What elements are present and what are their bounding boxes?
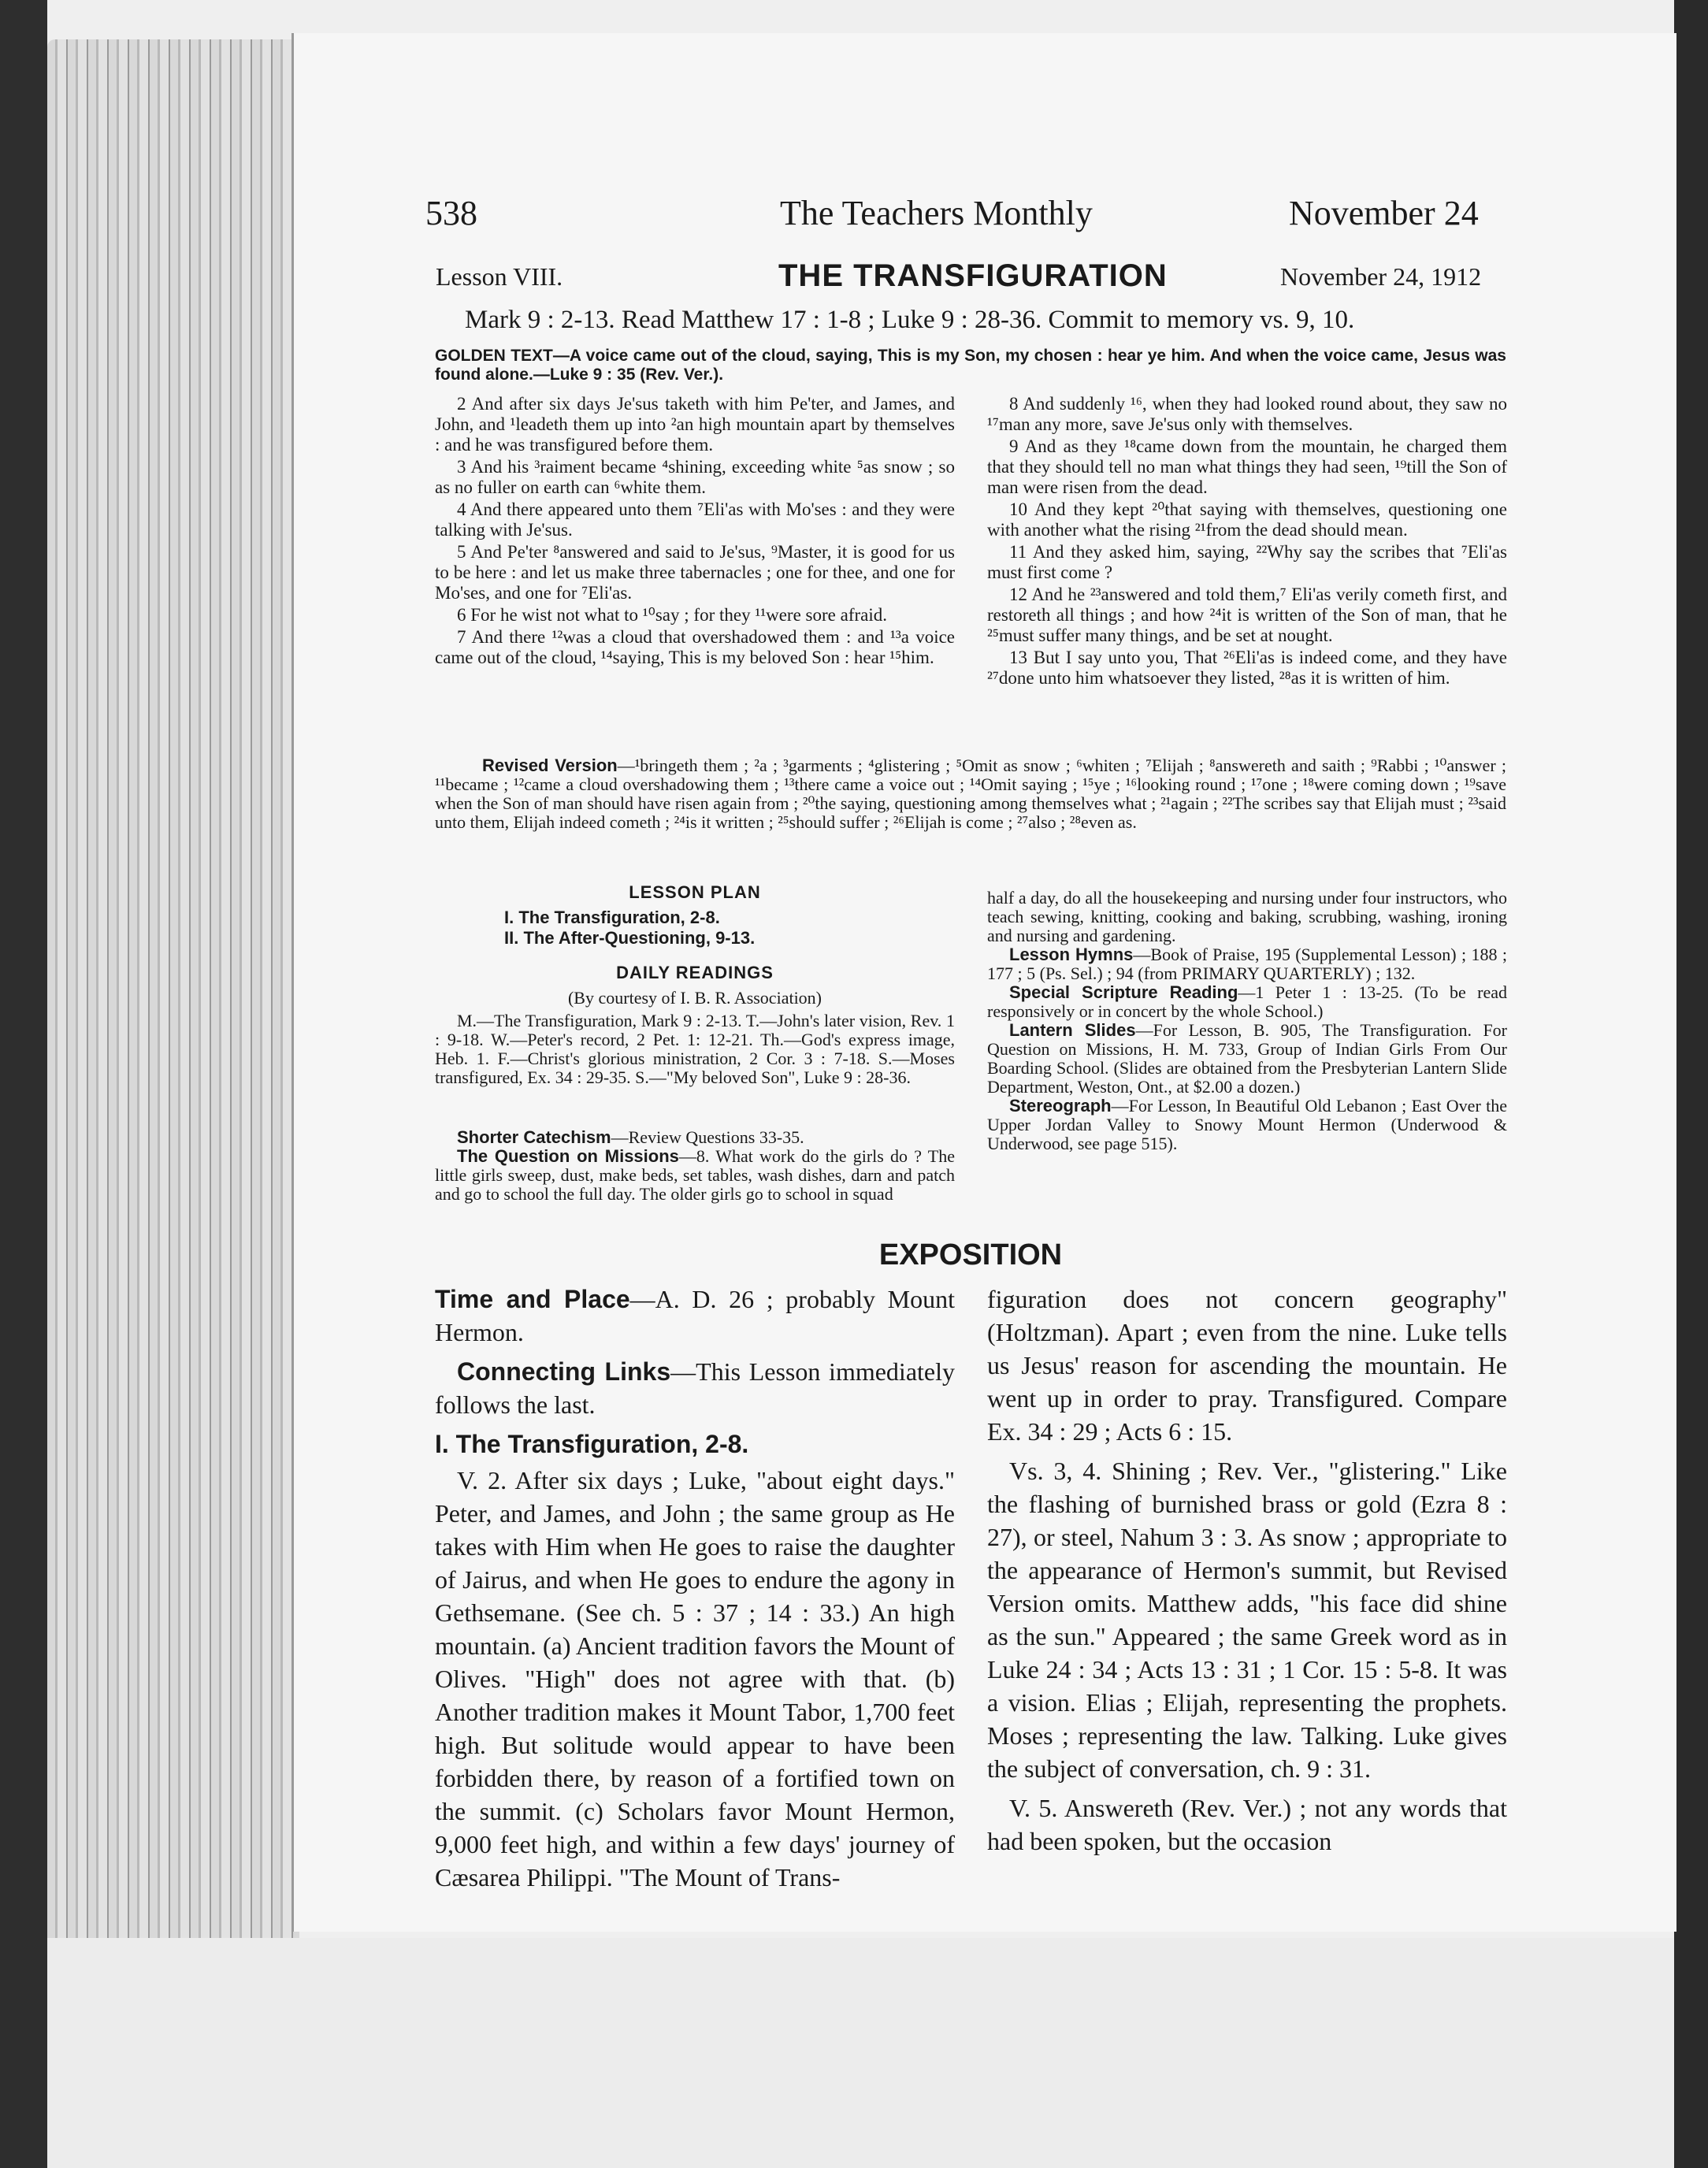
- revised-version-label: Revised Version: [482, 755, 618, 775]
- running-title: The Teachers Monthly: [780, 194, 1093, 232]
- special-reading-label: Special Scripture Reading: [1009, 982, 1238, 1002]
- lesson-plan-list: [504, 908, 755, 948]
- missions-continued: half a day, do all the housekeeping and nursing under four instructors, who teach sewing, knitting, cooking and baking, scrubbing, washing, ironing and nursing and gardening.: [987, 888, 1507, 945]
- lesson-plan-heading: LESSON PLAN: [629, 882, 761, 902]
- verse: 3 And his ³raiment became ⁴shining, exceeding white ⁵as snow ; so as no fuller on earth can ⁶white them.: [435, 457, 955, 497]
- commentary-v2: V. 2. After six days ; Luke, "about eight days." Peter, and James, and John ; the same group as He takes with Him when He goes to raise the daughter of Jairus, and when He goes to endure the agony in Gethsemane. (See ch. 5 : 37 ; 14 : 33.) An high mountain. (a) Ancient tradition favors the Mount of Olives. "High" does not agree with that. (b) Another tradition makes it Mount Tabor, 1,700 feet high. But solitude would appear to have been forbidden there, by reason of a fortified town on the summit. (c) Scholars favor Mount Hermon, 9,000 feet high, and within a few days' journey of Cæsarea Philippi. "The Mount of Trans-: [435, 1466, 955, 1891]
- connecting-links-label: Connecting Links: [457, 1357, 671, 1386]
- revised-version-text: —¹bringeth them ; ²a ; ³garments ; ⁴glistering ; ⁵Omit as snow ; ⁶whiten ; ⁷Elijah ; ⁸answereth and saith ; ⁹Rabbi ; ¹⁰answer ; ¹¹became ; ¹²came a cloud overshadowing them ; ¹³there came a voice out ; ¹⁴Omit saying ; ¹⁵ye ; ¹⁶looking round ; ¹⁷one ; ¹⁸were coming down ; ¹⁹save when the Son of man should have risen again from ; ²⁰the saying, questioning among themselves what ; ²¹again ; ²²The scribes say that Elijah must ; ²³said unto them, Elijah indeed cometh ; ²⁴is it written ; ²⁵should suffer ; ²⁶Elijah is come ; ²⁷also ; ²⁸even as.: [435, 755, 1506, 832]
- special-reading-text: —1 Peter 1 : 13-25. (To be read responsively or in concert by the whole School.): [987, 982, 1507, 1021]
- missions-label: The Question on Missions: [457, 1146, 679, 1166]
- revised-version-notes: [435, 756, 1506, 832]
- scripture-reference: Mark 9 : 2-13. Read Matthew 17 : 1-8 ; Luke 9 : 28-36. Commit to memory vs. 9, 10.: [465, 306, 1355, 334]
- hymns-text: —Book of Praise, 195 (Supplemental Lesson) ; 188 ; 177 ; 5 (Ps. Sel.) ; 94 (from PRIMARY QUARTERLY) ; 132.: [987, 945, 1507, 983]
- verse: 4 And there appeared unto them ⁷Eli'as with Mo'ses : and they were talking with Je'sus.: [435, 499, 955, 540]
- golden-text-body: —A voice came out of the cloud, saying, This is my Son, my chosen : hear ye him. And when the voice came, Jesus was found alone.—Luke 9 : 35 (Rev. Ver.).: [435, 347, 1506, 384]
- daily-readings-courtesy: (By courtesy of I. B. R. Association): [567, 988, 822, 1008]
- lesson-plan-item: II. The After-Questioning, 9-13.: [504, 928, 756, 948]
- golden-text-label: GOLDEN TEXT: [435, 347, 553, 365]
- verses-right-column: [987, 394, 1507, 690]
- verse: 13 But I say unto you, That ²⁶Eli'as is indeed come, and they have ²⁷done unto him whatsoever they listed, ²⁸as it is written of him.: [987, 648, 1507, 688]
- verse: 11 And they asked him, saying, ²²Why say the scribes that ⁷Eli'as must first come ?: [987, 542, 1507, 582]
- lantern-label: Lantern Slides: [1009, 1020, 1136, 1040]
- connecting-links-text: —This Lesson immediately follows the last.: [435, 1357, 956, 1419]
- verse: 2 And after six days Je'sus taketh with him Pe'ter, and James, and John, and ¹leadeth them up into ²an high mountain apart by themselves : and he was transfigured before them.: [435, 394, 955, 455]
- stereograph-text: —For Lesson, In Beautiful Old Lebanon ; East Over the Upper Jordan Valley to Snowy Mount Hermon (Underwood & Underwood, see page 515).: [987, 1096, 1507, 1153]
- lesson-number: Lesson VIII.: [436, 262, 563, 291]
- verse: 12 And he ²³answered and told them,⁷ Eli'as verily cometh first, and restoreth all things ; and how ²⁴it is written of the Son of man, that he ²⁵must suffer many things, and be set at nought.: [987, 585, 1507, 645]
- daily-readings-text: M.—The Transfiguration, Mark 9 : 2-13. T.—John's later vision, Rev. 1 : 9-18. W.—Peter's record, 2 Pet. 1: 12-21. Th.—God's express image, Heb. 1. F.—Christ's glorious ministration, 2 Cor. 3 : 7-18. S.—Moses transfigured, Ex. 34 : 29-35. S.—"My beloved Son", Luke 9 : 28-36.: [435, 1011, 955, 1087]
- verses-left-column: [435, 394, 955, 670]
- verse: 5 And Pe'ter ⁸answered and said to Je'sus, ⁹Master, it is good for us to be here : and let us make three tabernacles ; one for thee, and one for Mo'ses, and one for ⁷Eli'as.: [435, 542, 955, 603]
- exposition-left-column: [435, 1283, 955, 1900]
- book-binding-left: [0, 0, 47, 2168]
- page-number: 538: [425, 194, 477, 232]
- lantern-text: —For Lesson, B. 905, The Transfiguration. For Question on Missions, H. M. 733, Group of Indian Girls From Our Boarding School. (Slides are obtained from the Presbyterian Lantern Slide Department, Weston, Ont., at $2.00 a dozen.): [987, 1020, 1508, 1097]
- stereograph-label: Stereograph: [1009, 1096, 1112, 1116]
- lesson-date: November 24, 1912: [1280, 262, 1482, 291]
- exposition-right-column: [987, 1283, 1507, 1864]
- book-binding-right: [1674, 0, 1708, 2168]
- catechism-missions: [435, 1128, 955, 1204]
- missions-text: —8. What work do the girls do ? The little girls sweep, dust, make beds, set tables, wash dishes, darn and patch and go to school the full day. The older girls go to school in squad: [435, 1146, 955, 1204]
- commentary-vs34: Vs. 3, 4. Shining ; Rev. Ver., "glistering." Like the flashing of burnished brass or gold (Ezra 8 : 27), or steel, Nahum 3 : 3. As snow ; appropriate to the appearance of Hermon's summit, but Revised Version omits. Matthew adds, "his face did shine as the sun." Appeared ; the same Greek word as in Luke 24 : 34 ; Acts 13 : 31 ; 1 Cor. 15 : 5-8. It was a vision. Elias ; Elijah, representing the prophets. Moses ; representing the law. Talking. Luke gives the subject of conversation, ch. 9 : 31.: [987, 1457, 1507, 1783]
- lesson-resources: [987, 889, 1507, 1153]
- verse: 7 And there ¹²was a cloud that overshadowed them : and ¹³a voice came out of the cloud, ¹⁴saying, This is my beloved Son : hear ¹⁵him.: [435, 627, 955, 667]
- section-heading: I. The Transfiguration, 2-8.: [435, 1430, 749, 1458]
- catechism-text: —Review Questions 33-35.: [611, 1127, 804, 1147]
- time-place-label: Time and Place: [435, 1285, 630, 1313]
- golden-text: [435, 347, 1506, 384]
- daily-readings-heading: DAILY READINGS: [616, 963, 774, 982]
- verse: 6 For he wist not what to ¹⁰say ; for they ¹¹were sore afraid.: [457, 605, 887, 625]
- scan-background: [47, 1938, 1674, 2168]
- time-place-text: —A. D. 26 ; probably Mount Hermon.: [435, 1285, 956, 1346]
- commentary-v5: V. 5. Answereth (Rev. Ver.) ; not any words that had been spoken, but the occasion: [987, 1794, 1507, 1855]
- verse: 10 And they kept ²⁰that saying with themselves, questioning one with another what the rising ²¹from the dead should mean.: [987, 499, 1507, 540]
- page-stack-edges: [47, 39, 299, 1946]
- lesson-title: THE TRANSFIGURATION: [778, 258, 1168, 293]
- lesson-plan-item: I. The Transfiguration, 2-8.: [504, 908, 720, 927]
- running-date: November 24: [1289, 194, 1479, 232]
- verse: 9 And as they ¹⁸came down from the mountain, he charged them that they should tell no man what things they had seen, ¹⁹till the Son of man were risen from the dead.: [987, 436, 1507, 497]
- exposition-heading: EXPOSITION: [878, 1238, 1063, 1271]
- commentary-continued: figuration does not concern geography" (Holtzman). Apart ; even from the nine. Luke tells us Jesus' reason for ascending the mountain. He went up in order to pray. Transfigured. Compare Ex. 34 : 29 ; Acts 6 : 15.: [987, 1285, 1507, 1446]
- verse: 8 And suddenly ¹⁶, when they had looked round about, they saw no ¹⁷man any more, save Je'sus only with themselves.: [987, 394, 1507, 434]
- catechism-label: Shorter Catechism: [457, 1127, 611, 1147]
- hymns-label: Lesson Hymns: [1009, 945, 1134, 964]
